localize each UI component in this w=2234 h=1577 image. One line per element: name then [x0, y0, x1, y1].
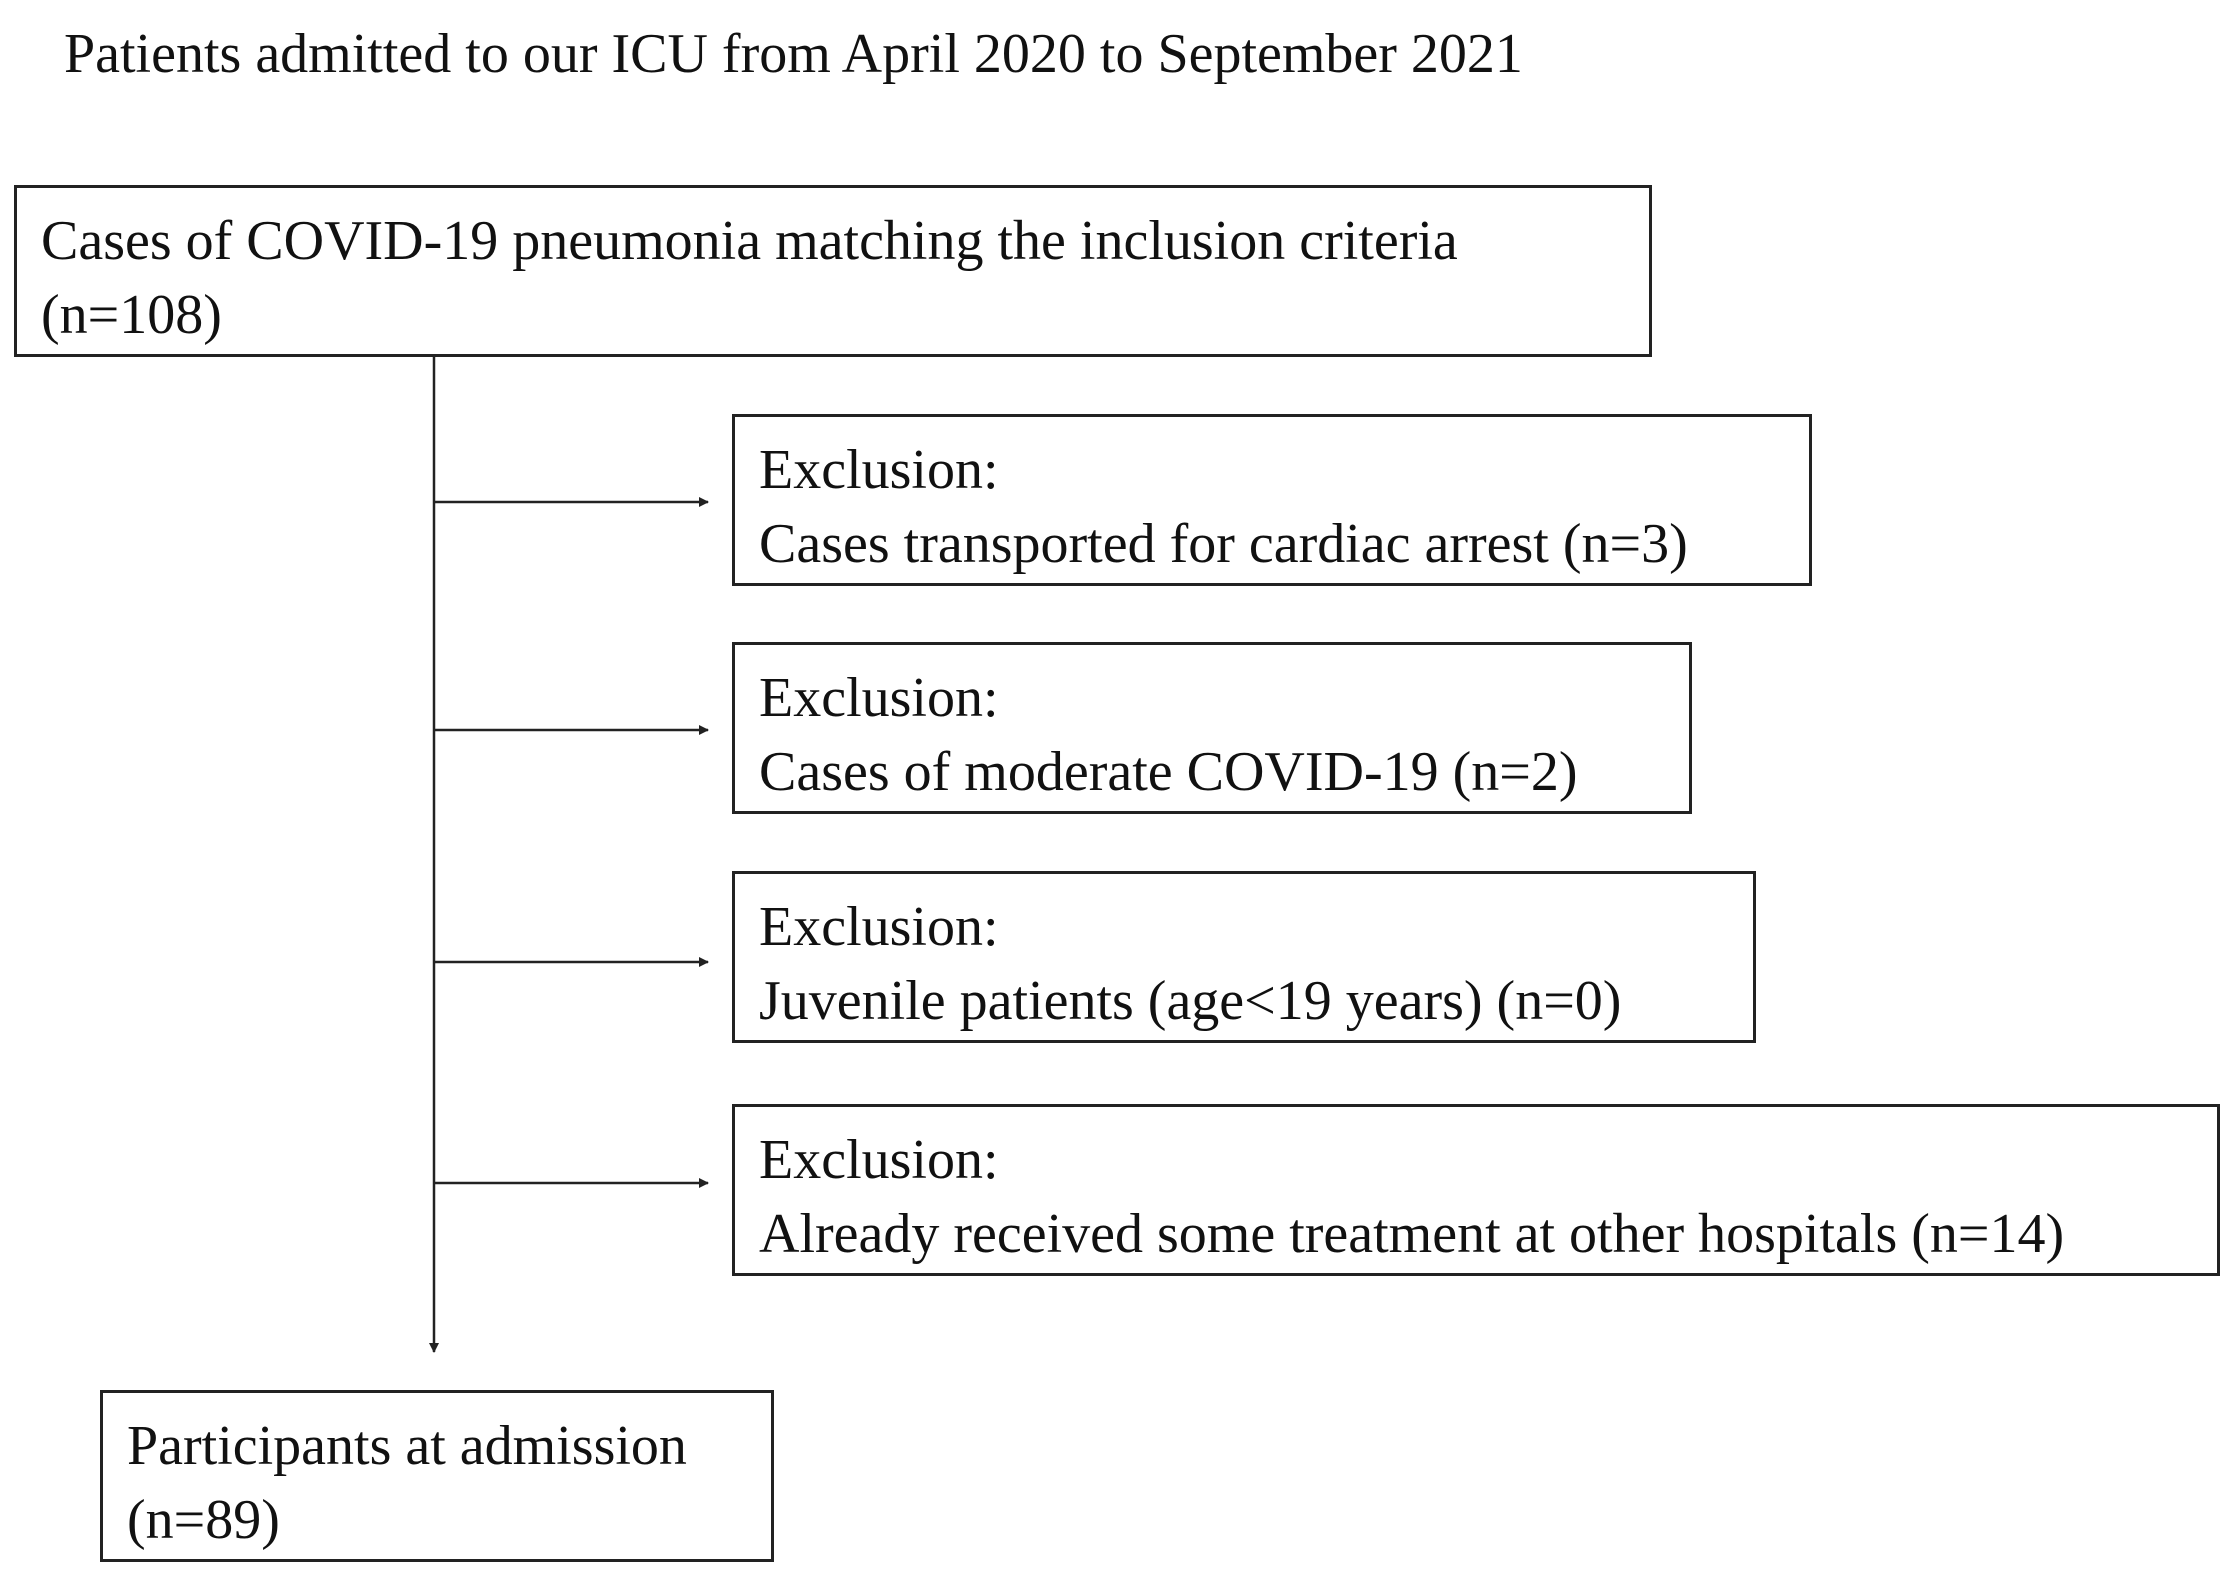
participants-box-line-1: Participants at admission: [127, 1415, 687, 1477]
participants-box-line-2: (n=89): [127, 1489, 280, 1551]
inclusion-box-line-1: Cases of COVID-19 pneumonia matching the inclusion criteria: [41, 210, 1458, 272]
exclusion-4-text: Already received some treatment at other hospitals (n=14): [759, 1203, 2065, 1265]
exclusion-2-heading: Exclusion:: [759, 667, 999, 729]
exclusion-box-1: [732, 414, 1812, 586]
exclusion-1-text: Cases transported for cardiac arrest (n=3): [759, 513, 1688, 575]
exclusion-3-heading: Exclusion:: [759, 896, 999, 958]
inclusion-box-line-2: (n=108): [41, 284, 222, 346]
exclusion-3-text: Juvenile patients (age<19 years) (n=0): [759, 970, 1622, 1032]
exclusion-box-3: [732, 871, 1756, 1043]
participants-box: [100, 1390, 774, 1562]
exclusion-box-4: [732, 1104, 2220, 1276]
diagram-title: Patients admitted to our ICU from April 2020 to September 2021: [64, 23, 1523, 85]
exclusion-2-text: Cases of moderate COVID-19 (n=2): [759, 741, 1578, 803]
exclusion-4-heading: Exclusion:: [759, 1129, 999, 1191]
exclusion-1-heading: Exclusion:: [759, 439, 999, 501]
exclusion-box-2: [732, 642, 1692, 814]
